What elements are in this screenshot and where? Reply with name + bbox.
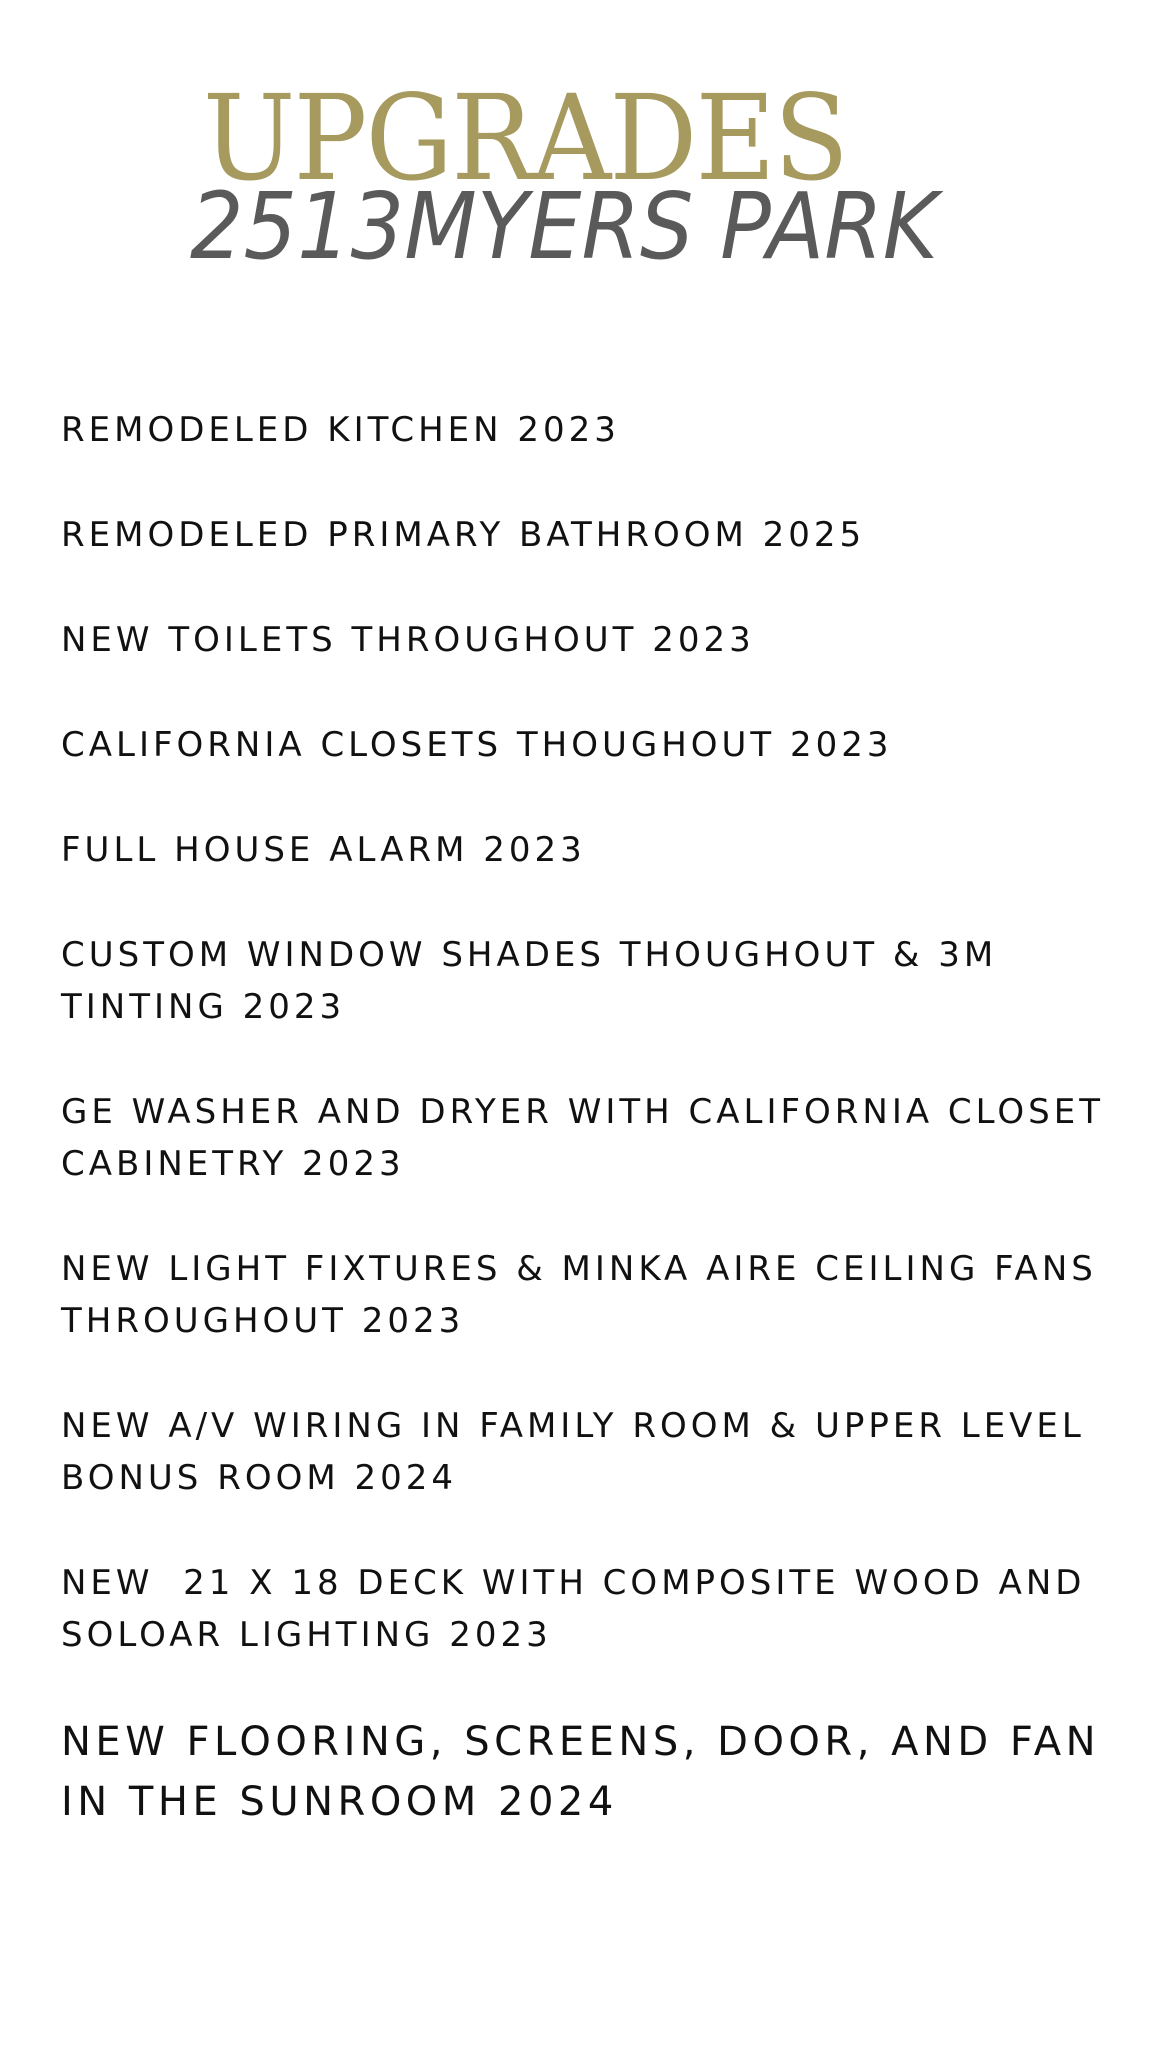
upgrades-list — [61, 404, 1121, 1885]
upgrade-item-toilets: NEW TOILETS THROUGHOUT 2023 — [61, 620, 755, 660]
address-text: 2513MYERS PARK — [190, 173, 945, 280]
upgrade-item-washer-dryer: GE WASHER AND DRYER WITH CALIFORNIA CLOSET CABINETRY 2023 — [61, 1092, 1119, 1184]
upgrade-item-kitchen: REMODELED KITCHEN 2023 — [61, 410, 620, 450]
upgrade-item-window-shades: CUSTOM WINDOW SHADES THOUGHOUT & 3M TINTING 2023 — [61, 935, 1013, 1027]
upgrade-item-primary-bathroom: REMODELED PRIMARY BATHROOM 2025 — [61, 515, 866, 555]
page-title: UPGRADES — [202, 69, 848, 207]
upgrade-item-alarm: FULL HOUSE ALARM 2023 — [61, 830, 586, 870]
upgrade-item-deck: NEW 21 X 18 DECK WITH COMPOSITE WOOD AND SOLOAR LIGHTING 2023 — [61, 1563, 1101, 1655]
upgrade-item-av-wiring: NEW A/V WIRING IN FAMILY ROOM & UPPER LEVEL BONUS ROOM 2024 — [61, 1406, 1100, 1498]
upgrade-item-light-fixtures: NEW LIGHT FIXTURES & MINKA AIRE CEILING FANS THROUGHOUT 2023 — [61, 1249, 1112, 1341]
address-script — [190, 170, 950, 310]
upgrade-item-closets: CALIFORNIA CLOSETS THOUGHOUT 2023 — [61, 725, 893, 765]
header — [0, 0, 1152, 320]
upgrade-item-sunroom: NEW FLOORING, SCREENS, DOOR, AND FAN IN THE SUNROOM 2024 — [61, 1719, 1118, 1825]
